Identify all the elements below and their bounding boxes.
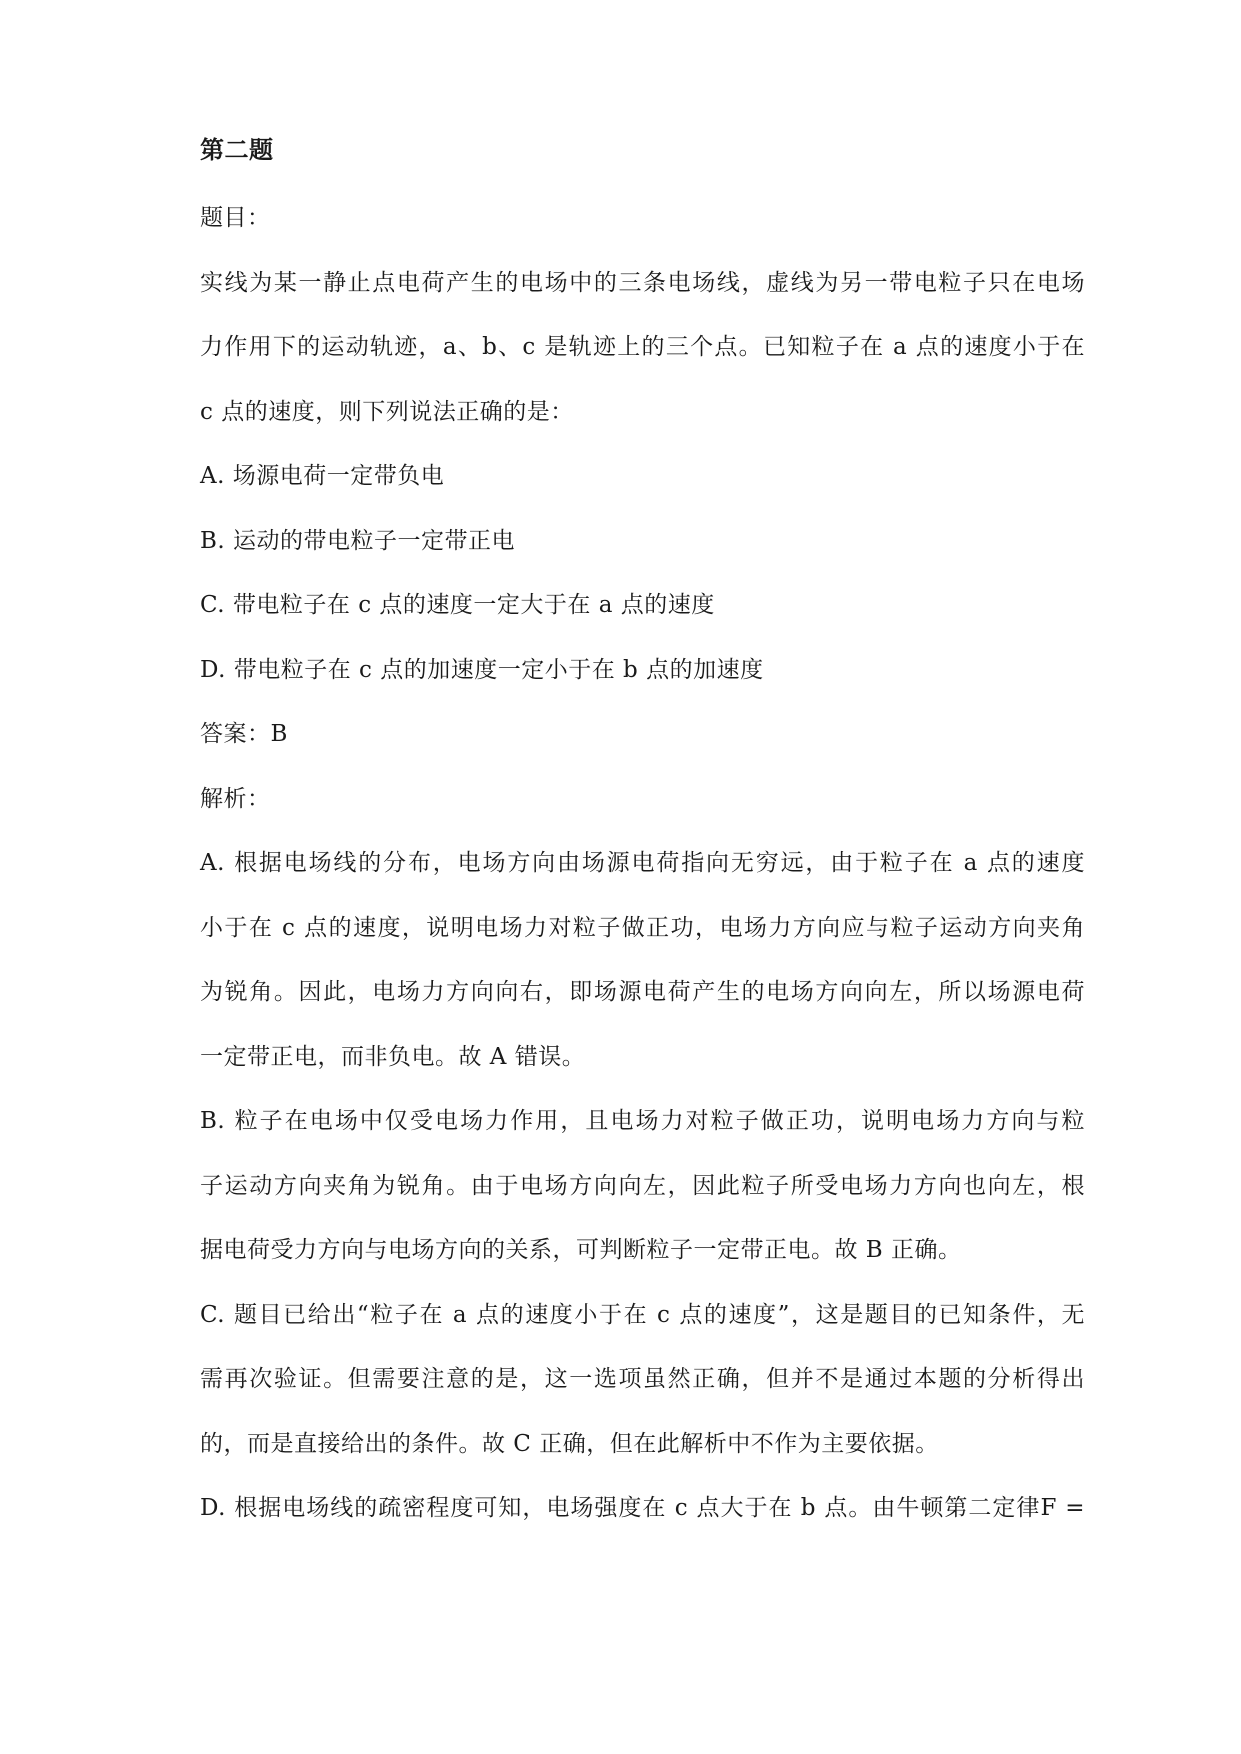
option-b: B. 运动的带电粒子一定带正电 [200, 527, 516, 554]
analysis-line: A. 根据电场线的分布，电场方向由场源电荷指向无穷远，由于粒子在 a 点的速度 [200, 850, 1085, 876]
question-label: 题目： [200, 205, 271, 231]
analysis-b [200, 1097, 1085, 1291]
question-line: 力作用下的运动轨迹，a、b、c 是轨迹上的三个点。已知粒子在 a 点的速度小于在 [200, 334, 1085, 360]
analysis-line: 为锐角。因此，电场力方向向右，即场源电荷产生的电场方向向左，所以场源电荷 [200, 979, 1085, 1005]
analysis-line: 需再次验证。但需要注意的是，这一选项虽然正确，但并不是通过本题的分析得出 [200, 1366, 1085, 1392]
analysis-line: 小于在 c 点的速度，说明电场力对粒子做正功，电场力方向应与粒子运动方向夹角 [200, 914, 1085, 941]
answer: 答案：B [200, 721, 288, 747]
document-page [200, 130, 1085, 1549]
option-d: D. 带电粒子在 c 点的加速度一定小于在 b 点的加速度 [200, 656, 764, 683]
options-list [200, 452, 1085, 710]
page-title: 第二题 [200, 136, 274, 164]
analysis-line: 一定带正电，而非负电。故 A 错误。 [200, 1043, 586, 1070]
analysis-line: C. 题目已给出“粒子在 a 点的速度小于在 c 点的速度”，这是题目的已知条件，无 [200, 1301, 1085, 1328]
analysis-d [200, 1484, 1085, 1549]
analysis-line: 子运动方向夹角为锐角。由于电场方向向左，因此粒子所受电场力方向也向左，根 [200, 1172, 1085, 1199]
question-line: c 点的速度，则下列说法正确的是： [200, 398, 574, 425]
option-c: C. 带电粒子在 c 点的速度一定大于在 a 点的速度 [200, 592, 715, 618]
analysis-label: 解析： [200, 785, 271, 812]
analysis-line: B. 粒子在电场中仅受电场力作用，且电场力对粒子做正功，说明电场力方向与粒 [200, 1108, 1085, 1134]
question-line: 实线为某一静止点电荷产生的电场中的三条电场线，虚线为另一带电粒子只在电场 [200, 269, 1085, 296]
question-text [200, 259, 1085, 453]
analysis-c [200, 1291, 1085, 1485]
analysis-line: 的，而是直接给出的条件。故 C 正确，但在此解析中不作为主要依据。 [200, 1430, 939, 1457]
analysis-a [200, 839, 1085, 1097]
analysis-line: 据电荷受力方向与电场方向的关系，可判断粒子一定带正电。故 B 正确。 [200, 1237, 962, 1263]
analysis-line: D. 根据电场线的疏密程度可知，电场强度在 c 点大于在 b 点。由牛顿第二定律F = [200, 1495, 1085, 1521]
option-a: A. 场源电荷一定带负电 [200, 463, 445, 489]
